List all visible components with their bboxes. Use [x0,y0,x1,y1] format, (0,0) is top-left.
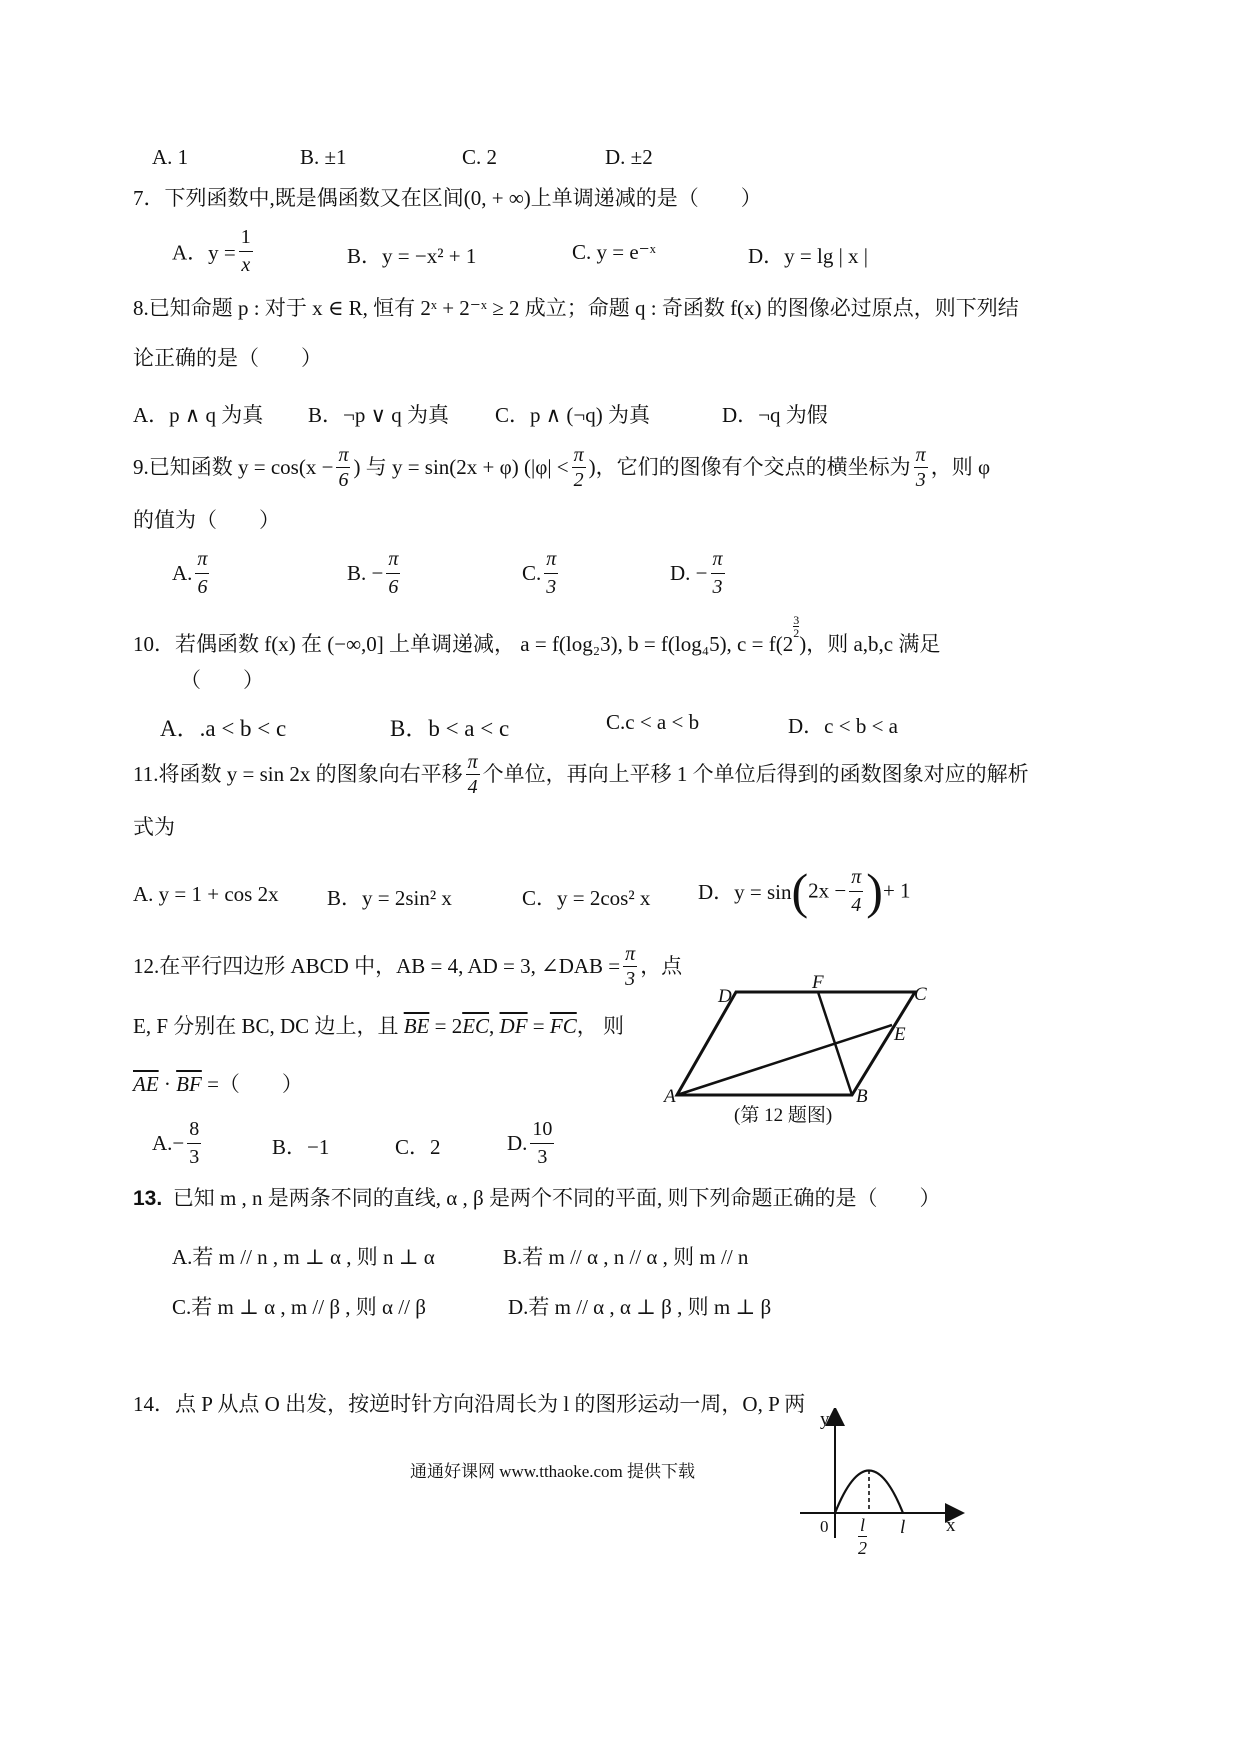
q12-option-d: D. $\frac{10}{3}$ [507,1118,553,1168]
q9-stem-line2: 的值为（ ） [133,508,280,532]
q10-stem: 10．若偶函数 f(x) 在 (−∞,0] 上单调递减， a = f(log₂3), b = f(log₄5), c = f(2 $\frac{3}{2}$ )，则 a,b,c 满足 [133,613,941,656]
q7-option-d: D．y = lg | x | [748,244,869,268]
q11-stem-line1: 11.将函数 y = sin 2x 的图象向右平移 $\frac{\pi}{4}$ 个单位，再向上平移 1 个单位后得到的函数图象对应的解析 [133,751,1029,798]
q14-graph-x-label: x [946,1515,956,1536]
q10-option-d: D．c < b < a [788,714,898,738]
q10-option-c: C.c < a < b [606,710,700,734]
q14-graph-l-tick: l [900,1517,906,1538]
q6-option-b: B. ±1 [300,145,347,169]
q8-stem-line1: 8.已知命题 p : 对于 x ∈ R, 恒有 2ˣ + 2⁻ˣ ≥ 2 成立；命题 q : 奇函数 f(x) 的图像必过原点，则下列结 [133,296,1019,320]
q12-stem-line1: 12.在平行四边形 ABCD 中，AB = 4, AD = 3, ∠DAB = $\frac{\pi}{3}$ ，点 [133,943,683,990]
q11-option-a: A. y = 1 + cos 2x [133,882,279,906]
q14-graph-origin: 0 [820,1517,829,1536]
q11-option-d: D．y = sin(2x − $\frac{\pi}{4}$ )+ 1 [698,863,911,919]
q6-option-d: D. ±2 [605,145,653,169]
q7-option-c: C. y = e⁻ˣ [572,240,656,264]
q11-stem-line2: 式为 [133,815,175,839]
q9-stem-line1: 9.已知函数 y = cos(x − $\frac{\pi}{6}$ ) 与 y = sin(2x + φ) (|φ| < $\frac{\pi}{2}$ )，它们的图像有个交点的横坐标为 $\frac{\pi}{3}$ ，则 φ [133,444,991,491]
q13-option-a: A.若 m // n , m ⊥ α , 则 n ⊥ α [172,1245,435,1269]
q12-label-b: B [856,1086,868,1107]
q14-graph-y-label: y [820,1409,830,1430]
q7-option-a: A．y = $\frac{1}{x}$ [172,226,251,276]
q12-option-a: A.− $\frac{8}{3}$ [152,1118,200,1168]
q7-stem: 7．下列函数中,既是偶函数又在区间(0, + ∞)上单调递减的是（ ） [133,186,762,210]
q12-option-c: C．2 [395,1135,441,1159]
q9-option-b: B. − $\frac{\pi}{6}$ [347,548,399,598]
footer-source: 通通好课网 www.tthaoke.com 提供下载 [410,1462,696,1481]
q8-option-c: C．p ∧ (¬q) 为真 [495,403,650,427]
q14-stem: 14．点 P 从点 O 出发，按逆时针方向沿周长为 l 的图形运动一周，O, P 两 [133,1392,806,1416]
q11-option-c: C．y = 2cos² x [522,886,651,910]
q12-figure-caption: (第 12 题图) [734,1105,833,1126]
q6-option-a: A. 1 [152,145,189,169]
q12-label-d: D [718,986,732,1007]
q6-option-c: C. 2 [462,145,498,169]
q12-label-e: E [894,1024,906,1045]
q10-option-b: B．b < a < c [390,716,510,741]
q9-option-d: D. − $\frac{\pi}{3}$ [670,548,723,598]
q13-option-c: C.若 m ⊥ α , m // β , 则 α // β [172,1295,426,1319]
q12-label-a: A [664,1086,676,1107]
q10-option-a: A．.a < b < c [160,716,287,741]
q14-graph-half-l-tick: $\frac{l}{2}$ [858,1515,867,1558]
q11-option-b: B．y = 2sin² x [327,886,452,910]
q12-label-f: F [812,972,824,993]
q9-option-c: C. $\frac{\pi}{3}$ [522,548,557,598]
q8-option-d: D．¬q 为假 [722,403,828,427]
q12-stem-line2: E, F 分别在 BC, DC 边上，且 $\overline{BE} = 2\overline{EC}$, $\overline{DF} = \overline{FC}$， 则 [133,1014,624,1038]
q12-option-b: B．−1 [272,1135,330,1159]
q8-option-a: A．p ∧ q 为真 [133,403,264,427]
q13-stem: 13. 已知 m , n 是两条不同的直线, α , β 是两个不同的平面, 则下列命题正确的是（ ） [133,1186,941,1210]
q8-stem-line2: 论正确的是（ ） [133,346,322,370]
q9-option-a: A. $\frac{\pi}{6}$ [172,548,208,598]
q13-option-d: D.若 m // α , α ⊥ β , 则 m ⊥ β [508,1295,772,1319]
q13-option-b: B.若 m // α , n // α , 则 m // n [503,1245,749,1269]
q8-option-b: B．¬p ∨ q 为真 [308,403,449,427]
q7-option-b: B．y = −x² + 1 [347,244,477,268]
q12-stem-line3: $\overline{AE} \cdot \overline{BF}$ =（ ） [133,1072,303,1096]
q10-paren: （ ） [180,668,264,692]
q12-label-c: C [914,984,927,1005]
